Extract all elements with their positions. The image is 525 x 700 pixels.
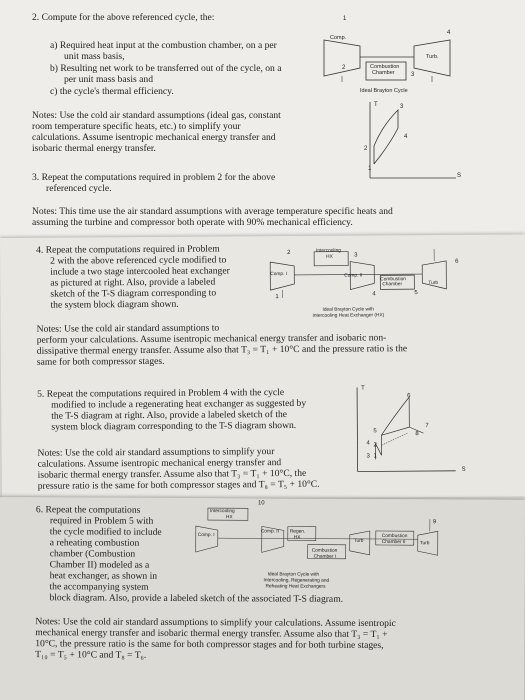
problem-4-notes-line3: dissipative thermal energy transfer. Assume also that T₃ = T₁ + 10°C and the pressure ratio is the	[36, 343, 408, 357]
diagram4-comp1-label: Comp. I	[197, 533, 215, 539]
diagram1-ts-state-3: 3	[400, 104, 404, 110]
diagram4-comp2-label: Comp. II	[260, 529, 279, 535]
diagram3-state-6: 6	[407, 393, 411, 400]
problem-3-notes-line1: Notes: This time use the air standard assumptions with average temperature specific heats and	[32, 206, 393, 217]
diagram1-ts-T-axis: T	[374, 102, 378, 108]
diagram4-regen-label2: HX	[293, 535, 301, 541]
problem-6-line5: chamber (Combustion	[49, 548, 136, 560]
diagram2-state-1: 1	[275, 294, 279, 301]
diagram4-turb2-label: Turb	[419, 541, 430, 547]
problem-6-line7: heat exchanger, as shown in	[49, 570, 158, 582]
diagram2-state-3: 3	[354, 252, 358, 259]
sheet-bottom	[0, 497, 525, 700]
diagram4-regen-label1: Regen.	[289, 529, 306, 535]
sheet-top	[0, 0, 525, 244]
diagram2-ic-label2: HX	[326, 254, 333, 260]
diagram3-state-3: 3	[366, 453, 370, 460]
diagram3-state-8: 8	[415, 431, 419, 438]
diagram2-state-4: 4	[372, 291, 376, 298]
problem-5-line3: the T-S diagram at right. Also, provide a labeled sketch of the	[51, 409, 288, 422]
problem-2-header: 2. Compute for the above referenced cycle, the:	[32, 12, 215, 23]
problem-6-notes-line2: mechanical energy transfer and isobaric thermal energy transfer. Assume also that T₃ = T₁ +	[35, 627, 388, 641]
problem-6-notes-line1: Notes: Use the cold air standard assumptions to simplify your calculations. Assume isentropic	[35, 616, 396, 630]
diagram1-turb-label: Turb.	[426, 54, 439, 60]
diagram4-state-9: 9	[432, 519, 437, 526]
diagram1-caption: Ideal Brayton Cycle	[360, 88, 408, 94]
diagram1-ts-state-4: 4	[404, 134, 408, 140]
diagram2-ic-label1: Intercooling	[316, 248, 341, 254]
problem-6-line3: the cycle modified to include	[49, 526, 162, 538]
problem-5-notes-line2: calculations. Assume isentropic mechanical energy transfer and	[37, 457, 282, 470]
problem-2-notes-line4: isobaric thermal energy transfer.	[32, 143, 156, 154]
diagram1-ts-state-1: 1	[368, 166, 372, 172]
problem-2-notes-line3: calculations. Assume isentropic mechanical energy transfer and	[32, 132, 276, 143]
problem-2-notes-line2: room temperature specific heats, etc.) to simplify your	[32, 121, 241, 132]
diagram2-turb-label: Turb	[428, 280, 439, 287]
problem-5-notes-line3: isobaric thermal energy transfer. Assume also that T₃ = T₁ + 10°C, the	[37, 467, 307, 481]
problem-6-line2: required in Problem 5 with	[49, 515, 154, 527]
diagram1-ts-state-2: 2	[364, 146, 368, 152]
diagram4-caption-line2: Intercooling, Regenerating and	[263, 578, 330, 584]
diagram2-comp2-label: Comp. II	[344, 273, 363, 279]
problem-6-line9: block diagram. Also, provide a labeled sketch of the associated T-S diagram.	[49, 592, 344, 605]
diagram1-comp-label: Comp.	[330, 35, 347, 41]
diagram3-T-axis: T	[361, 385, 365, 392]
problem-5-line4: system block diagram corresponding to the T-S diagram shown.	[51, 419, 297, 433]
diagram4-cc1-label2: Chamber I	[313, 554, 337, 560]
problem-4-line1: 4. Repeat the computations required in Problem	[36, 243, 220, 256]
diagram2-caption-line1: Ideal Brayton Cycle with	[322, 307, 374, 313]
diagram1-state-2: 2	[342, 65, 346, 71]
diagram3-state-5: 5	[373, 428, 377, 435]
problem-4-line6: the system block diagram shown.	[50, 298, 179, 311]
diagram1-cc-label2: Chamber	[372, 70, 395, 76]
sheet-middle	[0, 234, 525, 500]
problem-4-notes-line2: perform your calculations. Assume isentropic mechanical energy transfer and isobaric non-	[36, 332, 387, 346]
problem-2a-line1: a) Required heat input at the combustion chamber, on a per	[50, 40, 277, 51]
diagram4-state-10: 10	[257, 500, 265, 507]
diagram2-caption-line2: Intercooling Heat Exchanger (HX)	[312, 313, 385, 319]
problem-3-line2: referenced cycle.	[46, 183, 112, 194]
diagram1-state-1: 1	[343, 16, 347, 22]
diagram4-cc1-label1: Combustion	[311, 548, 338, 554]
problem-2b-line2: per unit mass basis and	[64, 74, 153, 85]
problem-5-notes-line4: pressure ratio is the same for both compressor stages and T₈ = T₅ + 10°C.	[37, 478, 320, 492]
diagram1-ts-S-axis: S	[457, 173, 462, 179]
problem-2-notes-line1: Notes: Use the cold air standard assumptions (ideal gas, constant	[32, 110, 281, 121]
diagram3-state-4: 4	[366, 440, 370, 447]
problem-6-line1: 6. Repeat the computations	[35, 504, 141, 516]
problem-4-line2: 2 with the above referenced cycle modified to	[50, 254, 227, 267]
diagram2-cc-label2: Chamber	[382, 282, 403, 288]
problem-5-line1: 5. Repeat the computations required in Problem 4 with the cycle	[37, 387, 285, 400]
diagram3-state-7: 7	[425, 423, 429, 430]
diagram3-state-2: 2	[373, 442, 377, 449]
problem-6-line4: a reheating combustion	[49, 537, 140, 549]
diagram4-caption-line3: Reheating Heat Exchangers	[265, 584, 326, 590]
diagram3-state-1: 1	[373, 453, 377, 460]
problem-4-line3: include a two stage intercooled heat exchanger	[50, 265, 230, 278]
problem-5-notes-line1: Notes: Use the cold air standard assumptions to simplify your	[37, 446, 275, 459]
diagram2-state-5: 5	[414, 290, 418, 297]
diagram4-caption-line1: Ideal Brayton Cycle with	[267, 572, 320, 578]
diagram4-cc2-label2: Chamber II	[381, 539, 406, 546]
diagram4-ic-label1: Intercooling	[209, 509, 235, 515]
diagram1-state-3: 3	[411, 72, 415, 78]
problem-2c: c) the cycle's thermal efficiency.	[50, 86, 174, 97]
diagram2-state-6: 6	[455, 258, 459, 265]
diagram2-state-2: 2	[287, 249, 291, 256]
diagram4-ic-label2: HX	[225, 515, 233, 521]
problem-6-notes-line4: T₁₀ = T₅ + 10°C and T₈ = T₆.	[35, 649, 147, 661]
diagram4-turb1-label: Turb	[353, 538, 364, 544]
problem-4-line4: as pictured at right. Also, provide a labeled	[50, 276, 216, 289]
problem-2b-line1: b) Resulting net work to be transferred out of the cycle, on a	[50, 63, 282, 74]
problem-4-notes-line1: Notes: Use the cold air standard assumptions to	[36, 322, 220, 335]
diagram2-cc-label1: Combustion	[380, 277, 406, 283]
problem-3-notes-line2: assuming the turbine and compressor both operate with 90% mechanical efficiency.	[32, 217, 353, 228]
problem-6-notes-line3: 10°C, the pressure ratio is the same for both compressor stages and for both turbine stages,	[35, 638, 384, 652]
problem-4-notes-line4: same for both compressor stages.	[36, 355, 165, 368]
diagram4-cc2-label1: Combustion	[381, 533, 408, 540]
diagram3-S-axis: S	[461, 466, 466, 473]
problem-5-line2: modified to include a regenerating heat exchanger as suggested by	[51, 397, 307, 411]
diagram2-comp1-label: Comp. I	[270, 271, 288, 278]
problem-6-line6: Chamber II) modeled as a	[49, 559, 150, 571]
diagram1-state-4: 4	[447, 30, 451, 36]
problem-3-line1: 3. Repeat the computations required in problem 2 for the above	[32, 172, 276, 183]
problem-6-line8: the accompanying system	[49, 581, 149, 593]
problem-2a-line2: unit mass basis,	[64, 51, 125, 62]
diagram1-cc-label1: Combustion	[370, 64, 400, 70]
problem-4-line5: sketch of the T-S diagram corresponding to	[50, 287, 217, 300]
